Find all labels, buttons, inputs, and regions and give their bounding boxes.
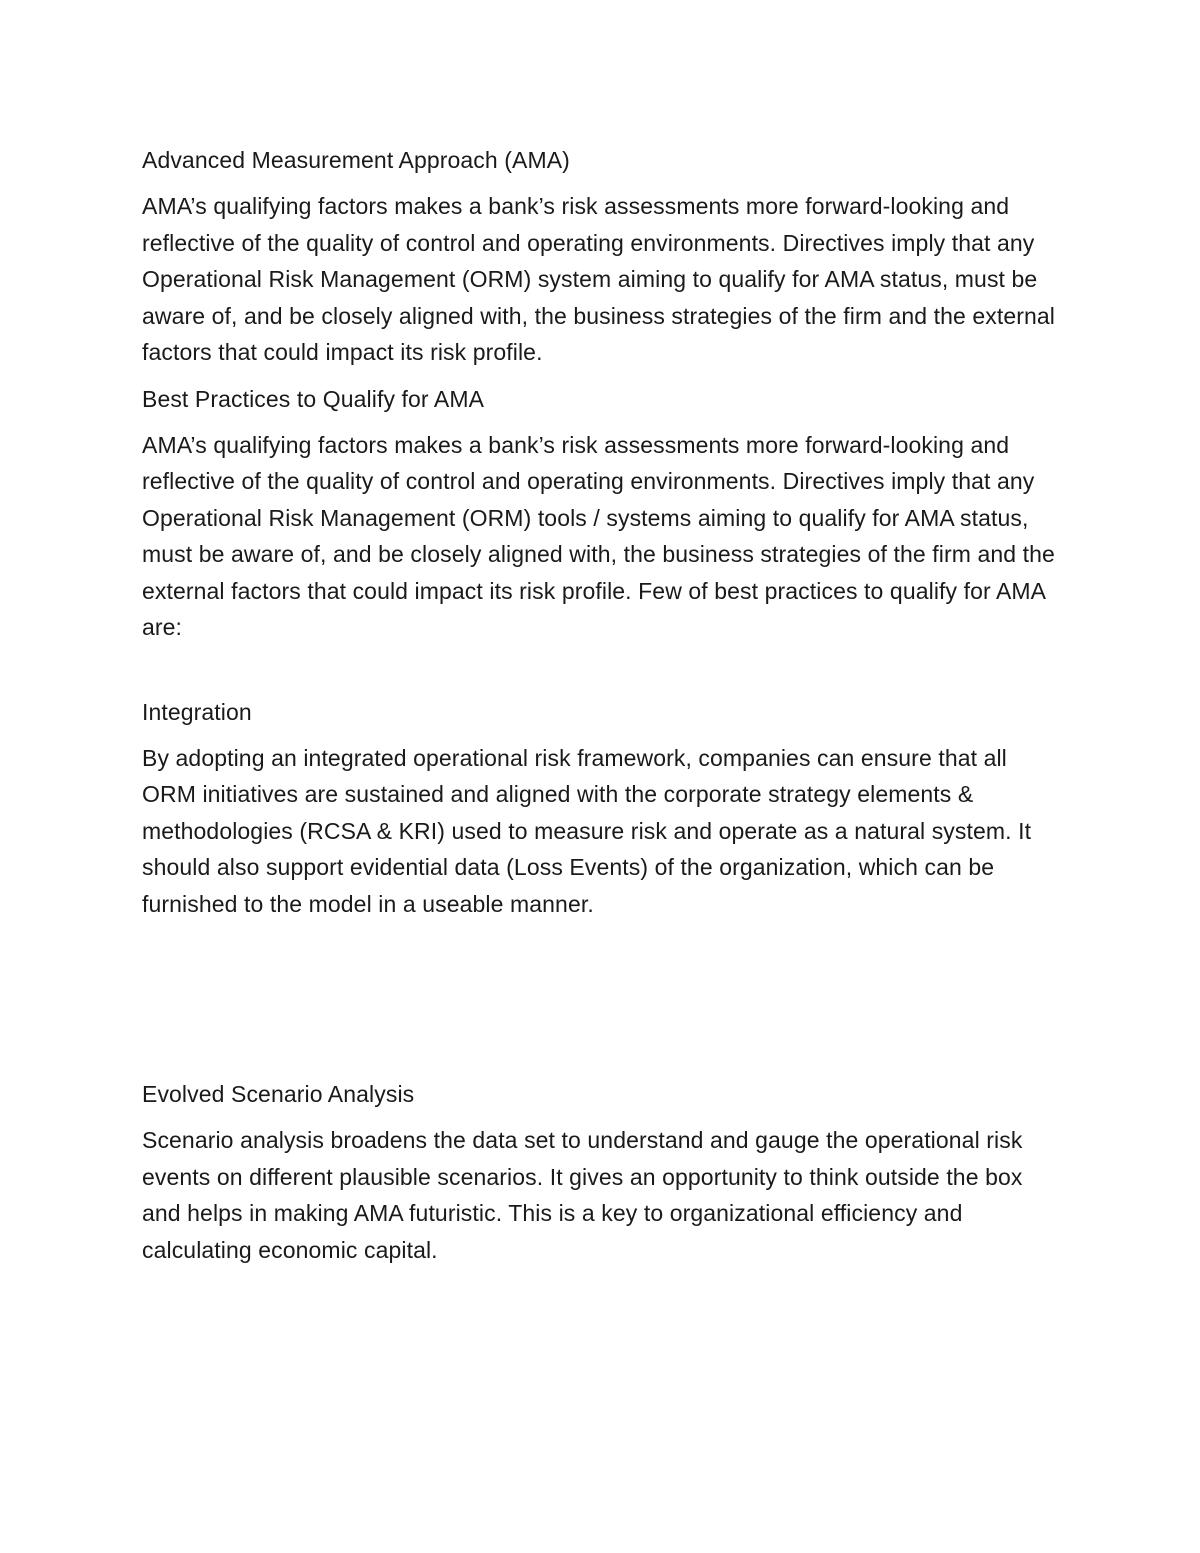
section-paragraph-ama: AMA’s qualifying factors makes a bank’s risk assessments more forward-looking and reflective of the quality of control and operating environments. Directives imply that any Operational Risk Management (ORM) system aiming to qualify for AMA status, must be aware of, and be closely aligned with, the business strategies of the firm and the external factors that could impact its risk profile. bbox=[142, 193, 1056, 365]
section-paragraph-integration: By adopting an integrated operational risk framework, companies can ensure that all ORM initiatives are sustained and aligned with the corporate strategy elements & methodologies (RCSA & KRI) used to measure risk and operate as a natural system. It should also support evidential data (Loss Events) of the organization, which can be furnished to the model in a useable manner. bbox=[142, 744, 1032, 917]
section-paragraph-scenario-analysis: Scenario analysis broadens the data set to understand and gauge the operational risk events on different plausible scenarios. It gives an opportunity to think outside the box and helps in making AMA futuristic. This is a key to organizational efficiency and calculating economic capital. bbox=[142, 1127, 1023, 1263]
section-paragraph-best-practices: AMA’s qualifying factors makes a bank’s risk assessments more forward-looking and reflective of the quality of control and operating environments. Directives imply that any Operational Risk Management (ORM) tools / systems aiming to qualify for AMA status, must be aware of, and be closely aligned with, the business strategies of the firm and the external factors that could impact its risk profile. Few of best practices to qualify for AMA are: bbox=[142, 431, 1055, 640]
document-body bbox=[142, 142, 1062, 1278]
blank-space bbox=[142, 932, 1062, 1076]
section-heading-best-practices: Best Practices to Qualify for AMA bbox=[142, 385, 485, 412]
section-heading-ama: Advanced Measurement Approach (AMA) bbox=[142, 147, 570, 173]
section-heading-integration: Integration bbox=[142, 698, 252, 725]
blank-line bbox=[142, 656, 1062, 694]
section-heading-scenario-analysis: Evolved Scenario Analysis bbox=[142, 1081, 415, 1107]
